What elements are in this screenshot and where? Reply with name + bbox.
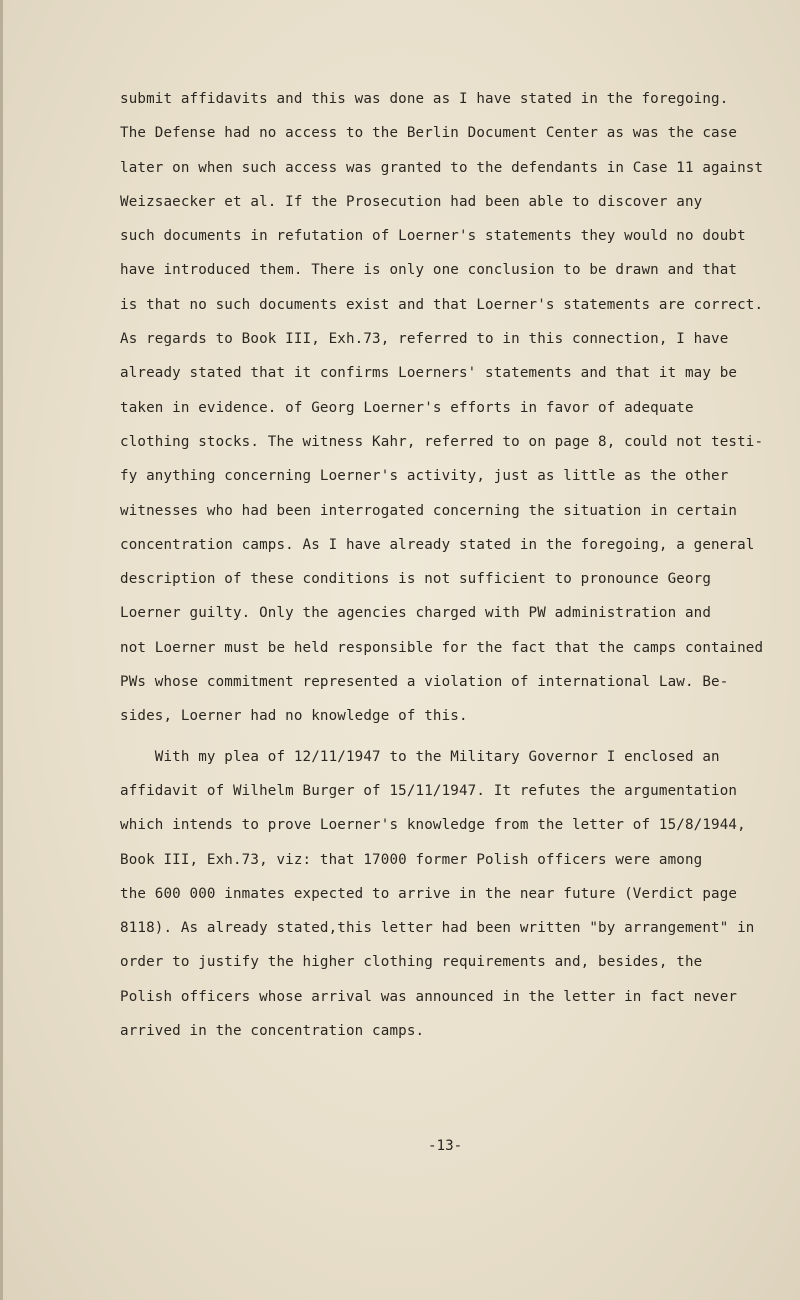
body-line: already stated that it confirms Loerners' statements and that it may be [120, 365, 738, 382]
body-line: Polish officers whose arrival was announced in the letter in fact never [120, 988, 738, 1005]
document-body [120, 82, 764, 1048]
page-number: -13- [428, 1138, 463, 1154]
body-line: As regards to Book III, Exh.73, referred to in this connection, I have [120, 331, 729, 348]
body-line: concentration camps. As I have already stated in the foregoing, a general [120, 536, 755, 553]
body-line: not Loerner must be held responsible for the fact that the camps contained [120, 639, 764, 656]
paragraph-start-line: With my plea of 12/11/1947 to the Military Governor I enclosed an [120, 748, 720, 765]
body-line: have introduced them. There is only one conclusion to be drawn and that [120, 262, 738, 279]
body-line: the 600 000 inmates expected to arrive in the near future (Verdict page [120, 885, 738, 902]
body-line: Loerner guilty. Only the agencies charged with PW administration and [120, 605, 712, 622]
body-line: order to justify the higher clothing requirements and, besides, the [120, 954, 703, 971]
body-line: such documents in refutation of Loerner's statements they would no doubt [120, 228, 746, 245]
body-line: Book III, Exh.73, viz: that 17000 former Polish officers were among [120, 851, 703, 868]
body-line: affidavit of Wilhelm Burger of 15/11/1947. It refutes the argumentation [120, 782, 738, 799]
body-line: taken in evidence. of Georg Loerner's efforts in favor of adequate [120, 399, 694, 416]
body-line: The Defense had no access to the Berlin Document Center as was the case [120, 125, 738, 142]
body-line: later on when such access was granted to the defendants in Case 11 against [120, 159, 764, 176]
page-edge [0, 0, 3, 1300]
body-line: 8118). As already stated,this letter had been written "by arrangement" in [120, 920, 755, 937]
body-line: witnesses who had been interrogated concerning the situation in certain [120, 502, 738, 519]
body-line: sides, Loerner had no knowledge of this. [120, 708, 468, 725]
body-line: submit affidavits and this was done as I have stated in the foregoing. [120, 91, 729, 107]
body-line: Weizsaecker et al. If the Prosecution had been able to discover any [120, 193, 703, 210]
body-line: clothing stocks. The witness Kahr, referred to on page 8, could not testi- [120, 433, 764, 450]
body-line: arrived in the concentration camps. [120, 1023, 425, 1040]
body-line: fy anything concerning Loerner's activity, just as little as the other [120, 468, 729, 485]
body-line: is that no such documents exist and that Loerner's statements are correct. [120, 296, 764, 313]
body-line: which intends to prove Loerner's knowledge from the letter of 15/8/1944, [120, 817, 746, 834]
body-line: PWs whose commitment represented a violation of international Law. Be- [120, 674, 729, 691]
body-line: description of these conditions is not sufficient to pronounce Georg [120, 571, 712, 588]
